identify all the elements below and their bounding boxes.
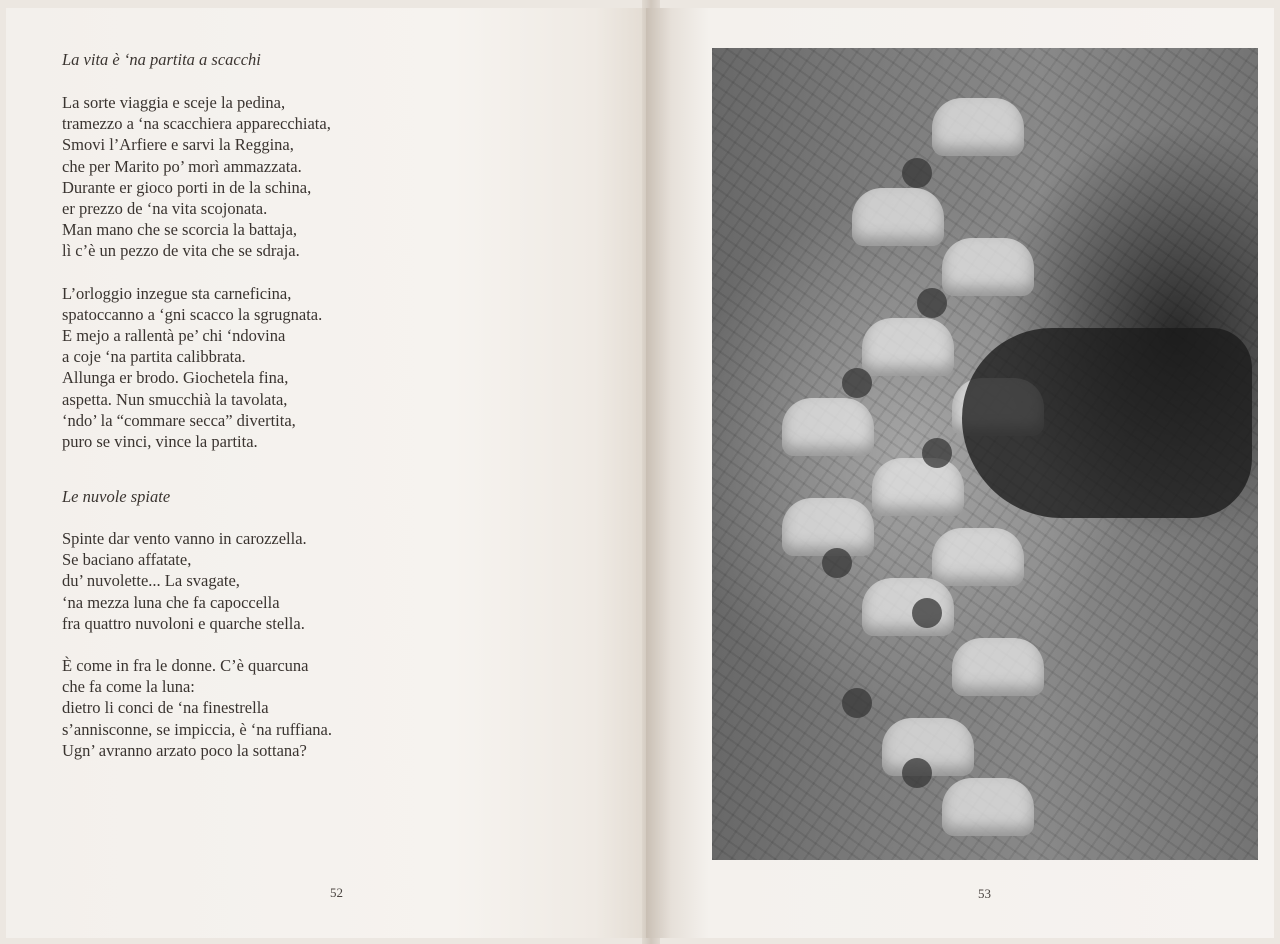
chair-shape: [862, 318, 954, 376]
verse-line: La sorte viaggia e sceje la pedina,: [62, 93, 286, 112]
verse-line: Se baciano affatate,: [62, 550, 192, 570]
person-head: [902, 758, 932, 788]
verse-line: a coje ‘na partita calibbrata.: [62, 347, 246, 367]
verse-line: s’annisconne, se impiccia, è ‘na ruffiana.: [62, 719, 333, 739]
verse-line: tramezzo a ‘na scacchiera apparecchiata,: [62, 114, 331, 134]
verse-line: dietro li conci de ‘na finestrella: [62, 698, 269, 718]
verse-line: spatoccanno a ‘gni scacco la sgrugnata.: [62, 304, 323, 324]
chair-shape: [782, 398, 874, 456]
chair-shape: [952, 638, 1044, 696]
poem-le-nuvole: [62, 486, 502, 761]
person-head: [842, 368, 872, 398]
verse-line: Ugn’ avranno arzato poco la sottana?: [62, 740, 307, 760]
person-head: [822, 548, 852, 578]
page-number: 53: [978, 886, 991, 901]
verse-line: fra quattro nuvoloni e quarche stella.: [62, 613, 305, 633]
verse-line: puro se vinci, vince la partita.: [62, 432, 258, 452]
poem-la-vita: [62, 49, 502, 452]
person-head: [902, 158, 932, 188]
person-head: [912, 598, 942, 628]
page-number: 52: [330, 885, 343, 900]
chair-shape: [782, 498, 874, 556]
chair-shape: [872, 458, 964, 516]
stanza: [62, 655, 502, 761]
photographer-shadow: [962, 328, 1252, 518]
verse-line: ‘na mezza luna che fa capoccella: [62, 592, 280, 612]
stanza: [62, 92, 502, 262]
verse-line: Smovi l’Arfiere e sarvi la Reggina,: [62, 135, 294, 155]
chair-shape: [942, 238, 1034, 296]
verse-line: er prezzo de ‘na vita scojonata.: [62, 199, 268, 219]
stanza: [62, 528, 502, 634]
verse-line: Durante er gioco porti in de la schina,: [62, 177, 312, 197]
poem-title: Le nuvole spiate: [62, 487, 171, 506]
verse-line: ‘ndo’ la “commare secca” divertita,: [62, 410, 296, 430]
verse-line: Man mano che se scorcia la battaja,: [62, 220, 298, 240]
verse-line: Spinte dar vento vanno in carozzella.: [62, 529, 307, 548]
poem-title: La vita è ‘na partita a scacchi: [62, 50, 261, 69]
stanza: [62, 283, 502, 453]
verse-line: aspetta. Nun smucchià la tavolata,: [62, 389, 288, 409]
left-page: [6, 8, 646, 938]
verse-line: L’orloggio inzegue sta carneficina,: [62, 283, 292, 303]
chair-shape: [932, 528, 1024, 586]
person-head: [922, 438, 952, 468]
person-head: [842, 688, 872, 718]
verse-line: che per Marito po’ morì ammazzata.: [62, 156, 302, 176]
chair-shape: [942, 778, 1034, 836]
verse-line: lì c’è un pezzo de vita che se sdraja.: [62, 241, 300, 261]
verse-line: du’ nuvolette... La svagate,: [62, 571, 240, 591]
chair-shape: [932, 98, 1024, 156]
verse-line: È come in fra le donne. C’è quarcuna: [62, 656, 309, 676]
verse-line: Allunga er brodo. Giochetela fina,: [62, 368, 289, 388]
verse-line: E mejo a rallentà pe’ chi ‘ndovina: [62, 326, 286, 346]
right-page: [646, 8, 1274, 938]
person-head: [917, 288, 947, 318]
group-photograph: [712, 48, 1258, 860]
chair-shape: [852, 188, 944, 246]
verse-line: che fa come la luna:: [62, 677, 195, 697]
